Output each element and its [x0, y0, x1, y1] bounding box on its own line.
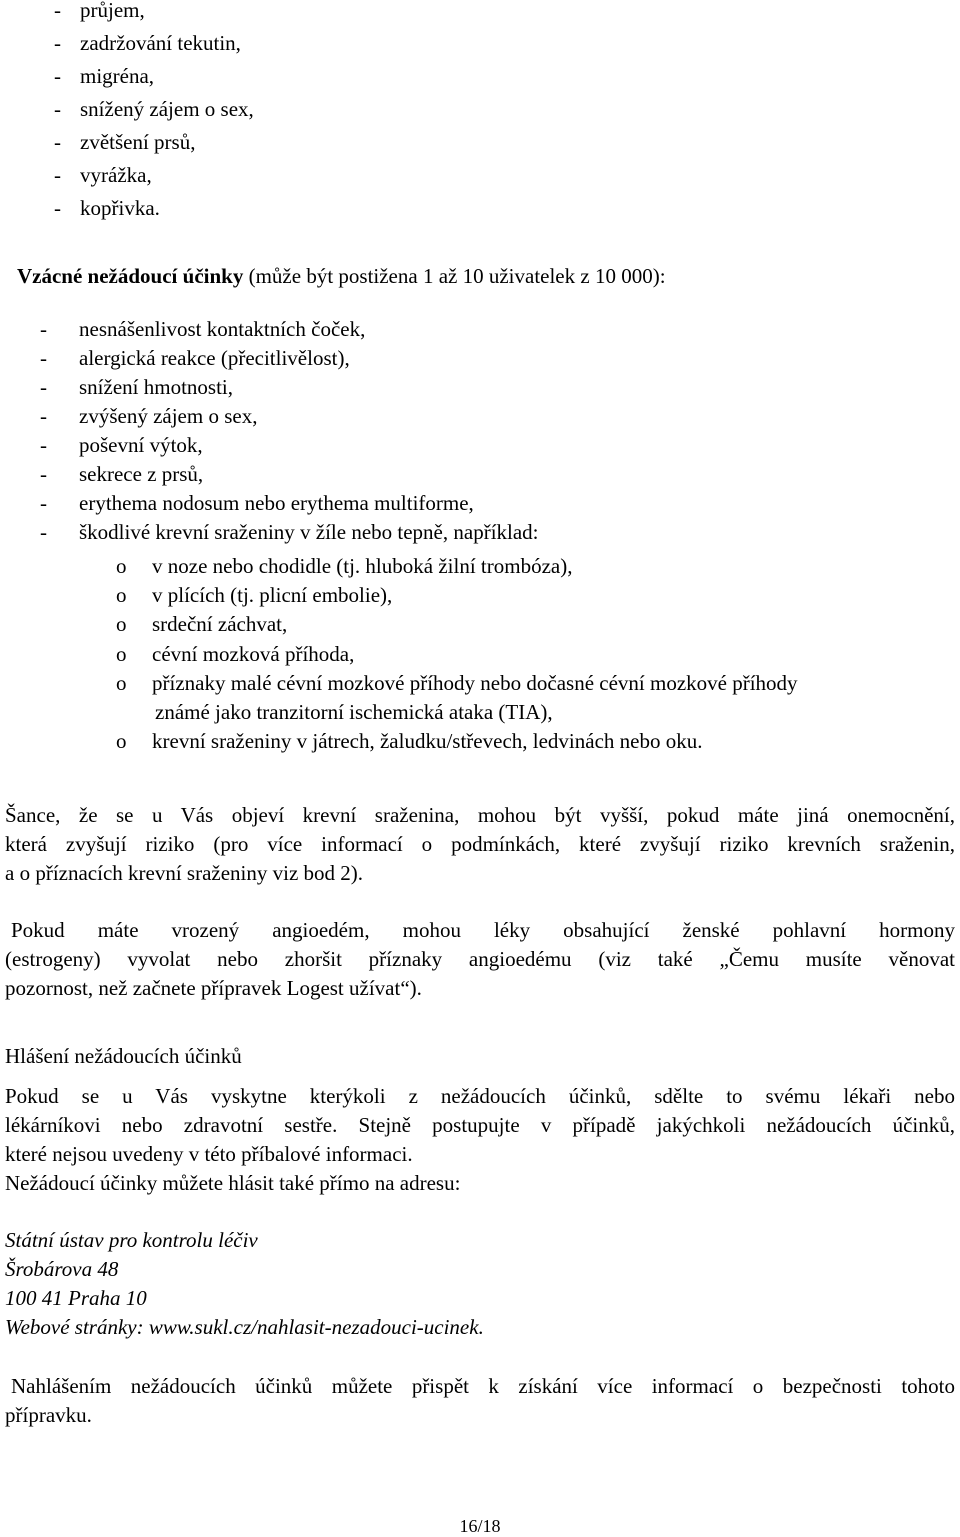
list-item-text: zvýšený zájem o sex,: [79, 404, 258, 428]
list-item: -: [54, 64, 61, 88]
list-item-text: alergická reakce (přecitlivělost),: [79, 346, 350, 370]
list-item-text: sekrece z prsů,: [79, 462, 204, 486]
sublist-item: cévní mozková příhoda,: [152, 642, 355, 666]
sublist-bullet: o: [116, 729, 127, 753]
paragraph-line: lékárníkovi nebo zdravotní sestře. Stejně postupujte v případě jakýchkoli nežádoucích účinků,: [5, 1113, 955, 1137]
paragraph-line: které nejsou uvedeny v této příbalové informaci.: [5, 1142, 413, 1166]
sublist-item: příznaky malé cévní mozkové příhody nebo dočasné cévní mozkové příhody: [152, 671, 798, 695]
paragraph-line: Pokud se u Vás vyskytne kterýkoli z nežádoucích účinků, sdělte to svému lékaři nebo: [5, 1084, 955, 1108]
list-item-text: průjem,: [80, 0, 145, 22]
rare-effects-heading-frequency: (může být postižena 1 až 10 uživatelek z 10 000):: [243, 264, 666, 288]
address-website[interactable]: Webové stránky: www.sukl.cz/nahlasit-nezadouci-ucinek.: [5, 1315, 484, 1339]
list-item: -: [54, 97, 61, 121]
reporting-heading: Hlášení nežádoucích účinků: [5, 1044, 242, 1068]
sublist-bullet: o: [116, 583, 127, 607]
list-item: -: [40, 462, 47, 486]
page-number: 16/18: [459, 1516, 501, 1536]
sublist-bullet: o: [116, 671, 127, 695]
sublist-item: krevní sraženiny v játrech, žaludku/střevech, ledvinách nebo oku.: [152, 729, 703, 753]
list-item-text: snížení hmotnosti,: [79, 375, 233, 399]
list-item-text: erythema nodosum nebo erythema multiforme,: [79, 491, 474, 515]
list-item: -: [40, 375, 47, 399]
list-item: -: [40, 491, 47, 515]
paragraph-line: (estrogeny) vyvolat nebo zhoršit příznaky angioedému (viz také „Čemu musíte věnovat: [5, 947, 955, 971]
list-item-text: snížený zájem o sex,: [80, 97, 254, 121]
sublist-item-continuation: známé jako tranzitorní ischemická ataka (TIA),: [155, 700, 553, 724]
paragraph-line: která zvyšují riziko (pro více informací o podmínkách, které zvyšují riziko krevních sraženin,: [5, 832, 955, 856]
list-item: -: [40, 346, 47, 370]
list-item: -: [40, 520, 47, 544]
list-item-text: zvětšení prsů,: [80, 130, 196, 154]
list-item-text: vyrážka,: [80, 163, 152, 187]
authority-name: Státní ústav pro kontrolu léčiv: [5, 1228, 258, 1252]
list-item: -: [54, 163, 61, 187]
angioedema-paragraph: [5, 916, 955, 1003]
sublist-bullet: o: [116, 612, 127, 636]
address-city: 100 41 Praha 10: [5, 1286, 147, 1310]
list-item-text: migréna,: [80, 64, 155, 88]
clot-risk-paragraph: [5, 801, 955, 888]
sublist-bullet: o: [116, 554, 127, 578]
sublist-item: v plících (tj. plicní embolie),: [152, 583, 393, 607]
sublist-bullet: o: [116, 642, 127, 666]
sublist-item: srdeční záchvat,: [152, 612, 288, 636]
sublist-item: v noze nebo chodidle (tj. hluboká žilní trombóza),: [152, 554, 573, 578]
paragraph-line: Pokud máte vrozený angioedém, mohou léky obsahující ženské pohlavní hormony: [11, 918, 955, 942]
address-street: Šrobárova 48: [5, 1257, 119, 1281]
paragraph-line: a o příznacích krevní sraženiny viz bod 2).: [5, 861, 364, 885]
paragraph-line: Nahlášením nežádoucích účinků můžete přispět k získání více informací o bezpečnosti tohoto: [11, 1374, 955, 1398]
paragraph-line: Nežádoucí účinky můžete hlásit také přímo na adresu:: [5, 1171, 461, 1195]
rare-effects-heading: [17, 262, 666, 291]
list-item: -: [40, 404, 47, 428]
list-item: -: [54, 31, 61, 55]
list-item-text: nesnášenlivost kontaktních čoček,: [79, 317, 366, 341]
list-item-text: poševní výtok,: [79, 433, 203, 457]
reporting-paragraph: [5, 1082, 955, 1198]
list-item: -: [54, 130, 61, 154]
closing-paragraph: [5, 1372, 955, 1430]
list-item-text: kopřivka.: [80, 196, 160, 220]
paragraph-line: Šance, že se u Vás objeví krevní sraženina, mohou být vyšší, pokud máte jiná onemocnění,: [5, 803, 955, 827]
list-item-text: zadržování tekutin,: [80, 31, 241, 55]
list-item: -: [40, 433, 47, 457]
paragraph-line: pozornost, než začnete přípravek Logest užívat“).: [5, 976, 422, 1000]
list-item: -: [40, 317, 47, 341]
list-item: -: [54, 0, 61, 22]
list-item-text: škodlivé krevní sraženiny v žíle nebo tepně, například:: [79, 520, 539, 544]
paragraph-line: přípravku.: [5, 1403, 92, 1427]
list-item: -: [54, 196, 61, 220]
rare-effects-heading-bold: Vzácné nežádoucí účinky: [17, 264, 244, 288]
